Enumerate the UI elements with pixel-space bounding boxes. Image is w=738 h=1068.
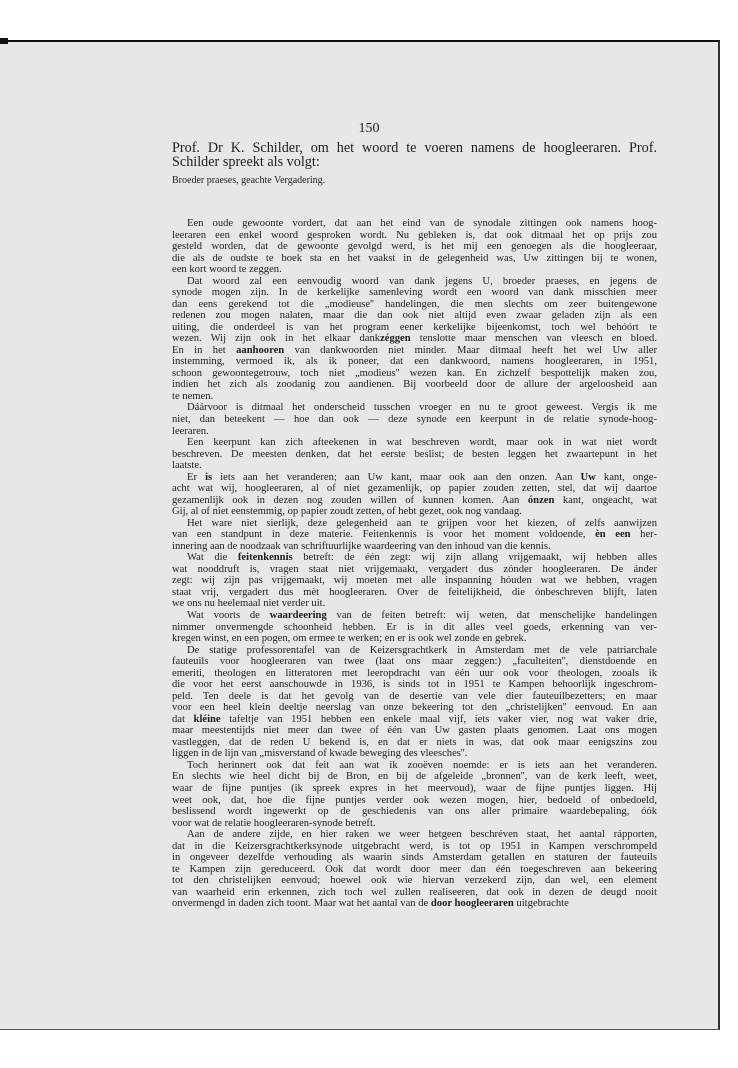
- text-segment: van een standpunt in deze materie. Feitenkennis is voor het moment voldoende,: [172, 529, 596, 541]
- text-line: Dat woord zal een eenvoudig woord van dank jegens U, broeder praeses, en jegens de: [187, 275, 657, 287]
- text-segment: van dankwoorden niet minder. Maar ditmaal heeft het wel Uw aller: [284, 344, 657, 356]
- text-line: Een keerpunt kan zich afteekenen in wat beschreven wordt, maar ook in wat niet wordt: [187, 437, 657, 449]
- text-segment: onvermengd in daden zich toont. Maar wat het aantal van de: [172, 898, 431, 910]
- bold-text: ónzen: [527, 494, 555, 506]
- text-line: die als de oudste te boek sta en het vaakst in de gelegenheid was, Uw zittingen bij te wonen,: [172, 252, 657, 264]
- text-segment: uitgebrachte: [513, 898, 569, 910]
- text-segment: kant, onge-: [595, 471, 657, 483]
- text-line: [172, 714, 657, 726]
- text-line: voor wat de relatie hoogleeraren-synode betreft.: [172, 817, 376, 829]
- text-segment: betreft: de één zegt: wij zijn allang vrijgemaakt, wij hebben alles: [292, 552, 657, 564]
- text-line: beschreven. De meesten denken, dat het eerste beslist; de besten leggen het zwaartepunt in het: [172, 448, 657, 460]
- text-line: fauteuils voor hoogleeraren van twee (laat ons maar zeggen:) „faculteiten'', dienstdoende en: [172, 656, 657, 668]
- text-line: En slechts wie heel dicht bij de Bron, en bij de afgeleide „bronnen'', van de kerk leeft, weet,: [172, 771, 657, 783]
- text-segment: dat: [172, 713, 194, 725]
- text-line: [187, 472, 657, 484]
- text-line: die voor het eerst aanschouwde in 1936, is sinds tot in 1951 te Kampen behoorlijk ingeschrom-: [172, 679, 657, 691]
- text-line: staat vrij, vergadert dus mèt hoogleeraren. Over de feitelijkheid, die ónbeschreven blijft, laten: [172, 586, 657, 598]
- text-segment: gezamenlijk ook in dezen nog zouden willen of kunnen komen. Aan: [172, 494, 528, 506]
- text-line: tot den christelijken eenvoud; hoewel ook wie hiervan verzekerd zijn, dan wel, een element: [172, 875, 657, 887]
- text-line: liggen in de lijn van „misverstand of kwade beweging des vleesches''.: [172, 748, 468, 760]
- text-line: niet, dan beteekent — hoe dan ook — deze synode een keerpunt in de relatie synode-hoog-: [172, 414, 657, 425]
- text-line: Het ware niet sierlijk, deze gelegenheid aan te grijpen voor het kiezen, of zelfs aanwijzen: [187, 517, 657, 529]
- text-line: [187, 610, 657, 622]
- text-segment: tafeltje van 1951 hebben een enkele maal vijf, iets vaker vier, nog wat vaker drie,: [220, 713, 658, 725]
- text-line: vastleggen, dat de reden U bekend is, en dat er niets in was, dat ook maar eenigszins zou: [172, 736, 657, 748]
- text-line: redenen zou mogen nalaten, maar die dan ook niet altijd even zwaar geladen zijn als een: [172, 310, 657, 322]
- text-line: De statige professorentafel van de Keizersgrachtkerk in Amsterdam met de vele patriarchale: [187, 644, 657, 656]
- heading-line-2: Schilder spreekt als volgt:: [172, 154, 320, 170]
- bold-text: is: [205, 471, 213, 483]
- text-segment: Wat voorts de: [187, 610, 270, 622]
- text-line: te nemen.: [172, 390, 214, 402]
- text-segment: iets aan het veranderen; aan Uw kant, maar ook aan den onzen. Aan: [212, 471, 581, 483]
- salutation: Broeder praeses, geachte Vergadering.: [172, 175, 326, 186]
- text-line: beslissend wordt ingewerkt op de geschiedenis van ons aller primaire waardebepaling, óók: [172, 806, 657, 818]
- text-line: acht wat wij, hoogleeraren, al of niet gezamenlijk, op papier zouden zetten, stel, dat wij daartoe: [172, 483, 657, 495]
- text-line: nimmer onvermengde schoonheid hebben. Er is in dit alles veel goeds, erkenning van ver-: [172, 621, 657, 633]
- text-line: instemming, vermoed ik, als ik poneer, dat een dankwoord, namens hoogleeraren, in 1951,: [172, 356, 657, 368]
- page-corner-mark: [0, 38, 8, 44]
- text-line: innering aan de noodzaak van schriftuurlijke waardeering van den inhoud van die kennis.: [172, 540, 551, 552]
- text-line: schoon gewoontegetrouw, toch niet „modieus'' wezen kan. En zichzelf bespottelijk maken zou,: [172, 367, 657, 379]
- bold-text: door hoogleeraren: [430, 898, 514, 910]
- text-line: [172, 345, 657, 357]
- text-line: peld. Ten deele is dat het gevolg van de desertie van vele dier fauteuilbezetters; en maar: [172, 690, 657, 702]
- bold-text: aanhooren: [236, 344, 285, 356]
- text-line: dan eens gerekend tot die „modieuse'' handelingen, die men slechts om zeer buitengewone: [172, 298, 657, 310]
- text-line: waar de fijne puntjes (ik spreek expres in het meervoud), waar de fijne puntjes liggen. Hij: [172, 782, 657, 794]
- page-number: 150: [358, 121, 380, 136]
- text-line: voor een heel klein deeltje neerslag van onze bekeering tot den „christelijken'' eenvoud. En aan: [172, 702, 657, 714]
- text-segment: Er: [187, 471, 206, 483]
- text-line: van waarheid erin erkennen, zich toch wel zullen realiseeren, dat ook in dezen de deugd nooit: [172, 886, 657, 898]
- text-line: [172, 333, 657, 345]
- text-segment: En in het: [172, 344, 237, 356]
- bold-text: waardeering: [269, 610, 327, 622]
- text-line: uiting, die onderdeel is van het program eener kerkelijke bijeenkomst, toch wel behóórt te: [172, 321, 657, 333]
- text-line: [187, 552, 657, 564]
- bold-text: zéggen: [380, 333, 411, 345]
- text-line: zegt: wij zijn pas vrijgemaakt, wij moeten met alle inspanning hóuden wat we hebben, vragen: [172, 575, 657, 587]
- text-line: synode mogen zijn. In de kerkelijke samenleving wordt een woord van dank misschien meer: [172, 287, 657, 299]
- text-segment: her-: [630, 529, 657, 541]
- text-line: emeriti, theologen en litteratoren met leeropdracht van één uur ook voor theologen, zooals ik: [172, 667, 657, 679]
- text-segment: Wat die: [187, 552, 238, 564]
- text-line: Een oude gewoonte vordert, dat aan het eind van de synodale zittingen ook namens hoog-: [187, 218, 657, 229]
- text-line: een kort woord te zeggen.: [172, 264, 282, 276]
- text-line: leeraren een enkel woord gesproken wordt. Nu gebleken is, dat ook ditmaal het op prijs zou: [172, 229, 657, 241]
- text-line: gesteld worden, dat de gewoonte gevolgd werd, is het mij een genoegen als die hoogleeraar,: [172, 241, 657, 253]
- text-line: we ons nu heelemaal niet verder uit.: [172, 598, 326, 610]
- text-segment: tenslotte maar menschen van vleesch en bloed.: [410, 333, 657, 345]
- text-line: [172, 495, 657, 507]
- text-line: [172, 898, 657, 910]
- text-line: wat nooddruft is, vragen staat niet vrijgemaakt, vergadert dus zónder hoogleeraren. De ánder: [172, 563, 657, 575]
- text-segment: wezen. Wij zijn ook in het elkaar dank: [172, 333, 381, 345]
- text-line: indien het zich als zoodanig zou aandienen. Bij voorbeeld door de allure der argeloosheid aan: [172, 379, 657, 391]
- text-line: weet ook, dat, hoe die fijne puntjes verder ook wezen mogen, hier, bedoeld of onbedoeld,: [172, 794, 657, 806]
- bold-text: kléine: [193, 713, 221, 725]
- text-line: dat in die Keizersgrachtkerksynode uitgebracht werd, is tot op 1951 in Kampen verschrompeld: [172, 840, 657, 852]
- text-line: Dáárvoor is ditmaal het onderscheid tusschen vroeger en nu te groot geweest. Vergis ik me: [187, 402, 657, 414]
- text-segment: kant, ongeacht, wat: [554, 494, 657, 506]
- text-line: leeraren.: [172, 425, 209, 437]
- text-line: kregen winst, en een pogen, om ermee te werken; en er is ook wel zonde en gebrek.: [172, 633, 527, 645]
- text-line: Toch herinnert ook dat feit aan wat ik zooëven noemde: er is iets aan het veranderen.: [187, 759, 657, 771]
- bold-text: èn een: [595, 529, 631, 541]
- text-line: Gij, al of niet eenstemmig, op papier zoudt zetten, of hebt gezet, ook nog vandaag.: [172, 506, 522, 518]
- heading-line-1: Prof. Dr K. Schilder, om het woord te voeren namens de hoogleeraren. Prof.: [172, 140, 657, 156]
- text-line: te Kampen zijn gereduceerd. Ook dat wordt door meer dan één toegeschreven aan bekeering: [172, 863, 657, 875]
- text-segment: van de feiten betreft: wij weten, dat menschelijke handelingen: [326, 610, 657, 622]
- text-line: Aan de andere zijde, en hier raken we weer hetgeen beschréven staat, het aantal rápporten,: [187, 829, 657, 841]
- text-line: in ongeveer dezelfde verhouding als waarin sinds Amsterdam getallen en staturen der fauteuils: [172, 852, 657, 864]
- text-line: [172, 529, 657, 541]
- bold-text: feitenkennis: [237, 552, 293, 564]
- bold-text: Uw: [580, 471, 596, 483]
- text-line: maar meestentijds niet meer dan twee of één van Uw gasten plaats genomen. Laat ons mogen: [172, 725, 657, 737]
- text-line: laatste.: [172, 460, 202, 472]
